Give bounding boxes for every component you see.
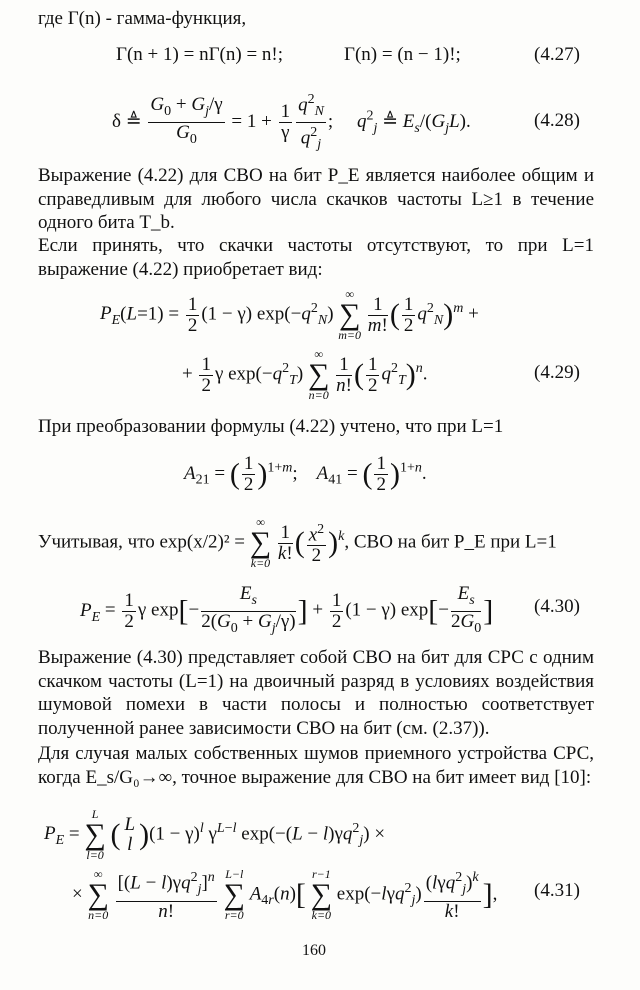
paragraph-4-end: , СВО на бит P_E при L=1 — [344, 531, 557, 553]
page-number: 160 — [302, 942, 326, 959]
intro-line: где Γ(n) - гамма-функция, — [38, 8, 247, 29]
paragraph-6: Для случая малых собственных шумов приемного устройства СРС, когда E_s/G₀→∞, точное выражение для СВО на бит имеет вид [10]: — [38, 743, 594, 788]
equation-4-29-line1: $P_E(L=1)$ = $\frac{1}{2}$ (1 − γ) $\exp(-q^2_N)$ ∞ ∑ m=0 $\frac{1}{m!}$ ( $\frac{1}{2}$ $q^2_N)^m$ + — [100, 287, 479, 342]
equation-4-30: $P_E$ = $\frac{1}{2}$ γ exp[− $\frac{E_s}{2(G_0 + G_j/\gamma)}$ ] + $\frac{1}{2}$ (1 − γ) exp[− $\frac{E_s}{2G_0}$ ] — [80, 583, 494, 636]
equation-4-29-line2: + $\frac{1}{2}$ γ $\exp(-q^2_T)$ ∞ ∑ n=0 $\frac{1}{n!}$ ( $\frac{1}{2}$ $q^2_T)^n$. — [182, 347, 428, 402]
paragraph-3: При преобразовании формулы (4.22) учтено, что при L=1 — [38, 416, 504, 437]
equation-4-31-line1: $P_E$ = L ∑ l=0 ( L l )$(1 - \gamma)^l$ $\gamma^{L-l}$ $\exp(-(L - l)\gamma q^2_j)$ × — [44, 807, 386, 862]
equation-4-27-right: Γ(n) = (n − 1)!; — [344, 44, 461, 65]
paragraph-2: Если принять, что скачки частоты отсутствуют, то при L=1 выражение (4.22) приобретает вид: — [38, 235, 594, 280]
equation-number: (4.29) — [534, 362, 580, 383]
equation-number: (4.27) — [534, 44, 580, 65]
equation-4-31-line2: × ∞ ∑ n=0 $\frac{[(L - l)\gamma q^2_j]^n}{n!}$ L−l ∑ r=0 $A_{4r}(n)$[ r−1 ∑ k=0 exp(−lγq$^2_j$) $\frac{(l\gamma q^2_j)^k}{k!}$ ], — [72, 867, 498, 922]
equation-number: (4.28) — [534, 110, 580, 131]
equation-a21-a41: $A_{21}$ = ( $\frac{1}{2}$ )$^{1+m}$; $A_{41}$ = ( $\frac{1}{2}$ )$^{1+n}$. — [184, 453, 427, 495]
equation-4-28: δ ≜ $\frac{G_0 + G_j/\gamma}{G_0}$ = 1 + $\frac{1}{\gamma}$ $\frac{q^2_N}{q^2_j}$ ; $q^2_j$ ≜ $E_s/(G_jL)$. — [112, 92, 471, 153]
paragraph-1: Выражение (4.22) для СВО на бит P_E является наиболее общим и справедливым для любого числа скачков частоты L≥1 в течение одного бита T_b. — [38, 165, 594, 233]
equation-number: (4.30) — [534, 596, 580, 617]
paragraph-4-start: Учитывая, что exp(x/2)² = — [38, 531, 246, 553]
equation-number: (4.31) — [534, 880, 580, 901]
equation-4-27-left: Γ(n + 1) = nΓ(n) = n!; — [116, 44, 284, 65]
paragraph-5: Выражение (4.30) представляет собой СВО на бит для СРС с одним скачком частоты (L=1) на двоичный разряд в условиях воздействия шумовой помехи в части полосы и полностью соответствует полученной ранее зависимости СВО на бит (см. (2.37)). — [38, 647, 594, 739]
paragraph-4: Учитывая, что exp(x/2)² = ∞ ∑ k=0 $\frac{1}{k!}$ ( $\frac{x^2}{2}$ )$^k$, СВО на бит P_E при L=1 — [38, 515, 557, 570]
